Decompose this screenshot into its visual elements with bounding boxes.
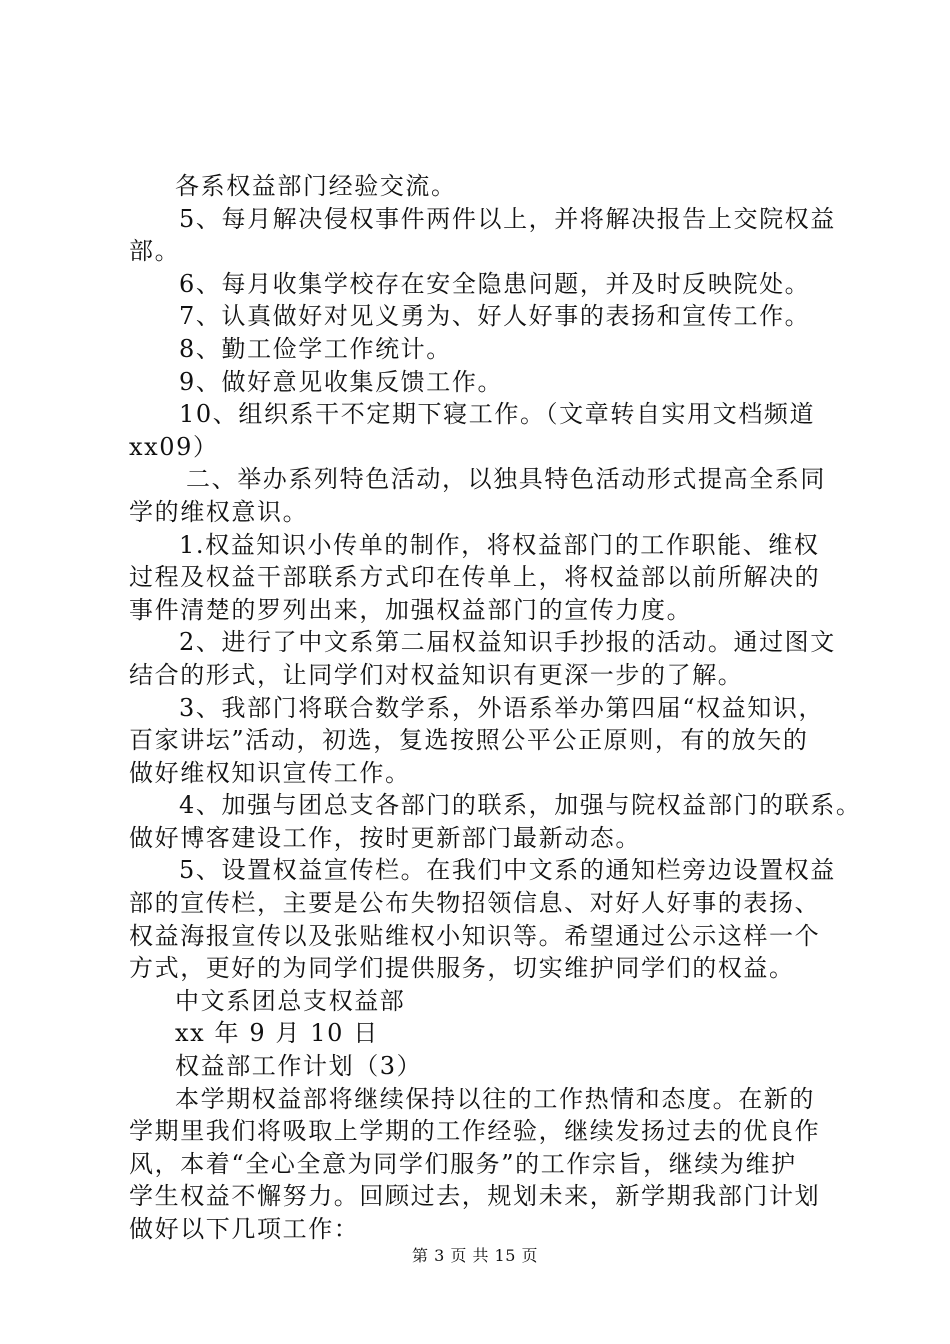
text-line: 权益海报宣传以及张贴维权小知识等。希望通过公示这样一个 <box>129 921 821 950</box>
text-line: 5、设置权益宣传栏。在我们中文系的通知栏旁边设置权益 <box>179 856 836 885</box>
text-line: 方式，更好的为同学们提供服务，切实维护同学们的权益。 <box>129 954 795 983</box>
text-line: 1.权益知识小传单的制作，将权益部门的工作职能、维权 <box>179 530 820 559</box>
text-line: 9、做好意见收集反馈工作。 <box>179 367 504 396</box>
text-line: 4、加强与团总支各部门的联系，加强与院权益部门的联系。 <box>179 791 862 820</box>
text-line: 10、组织系干不定期下寝工作。（文章转自实用文档频道 <box>179 400 816 429</box>
text-line: 学的维权意识。 <box>129 497 309 526</box>
document-body <box>129 170 862 1246</box>
text-line: 本学期权益部将继续保持以往的工作热情和态度。在新的 <box>175 1084 815 1113</box>
signature-date: xx 年 9 月 10 日 <box>175 1019 379 1048</box>
text-line: 学生权益不懈努力。回顾过去，规划未来，新学期我部门计划 <box>129 1182 821 1211</box>
page-number-footer: 第 3 页 共 15 页 <box>412 1246 538 1265</box>
signature-department: 中文系团总支权益部 <box>175 986 406 1015</box>
section-title: 权益部工作计划（3） <box>175 1052 423 1081</box>
text-line: 各系权益部门经验交流。 <box>175 172 457 200</box>
text-line: 事件清楚的罗列出来，加强权益部门的宣传力度。 <box>129 595 693 624</box>
text-line: 百家讲坛”活动，初选，复选按照公平公正原则，有的放矢的 <box>129 726 809 755</box>
text-line: 过程及权益干部联系方式印在传单上，将权益部以前所解决的 <box>129 563 821 592</box>
text-line: 8、勤工俭学工作统计。 <box>179 334 452 363</box>
text-line: 做好维权知识宣传工作。 <box>129 758 411 787</box>
text-line: 风，本着“全心全意为同学们服务”的工作宗旨，继续为维护 <box>129 1149 797 1178</box>
text-line: 5、每月解决侵权事件两件以上，并将解决报告上交院权益 <box>179 204 836 233</box>
text-line: 2、进行了中文系第二届权益知识手抄报的活动。通过图文 <box>179 628 836 657</box>
text-line: 部。 <box>129 237 181 266</box>
text-line: 3、我部门将联合数学系，外语系举办第四届“权益知识， <box>179 693 825 722</box>
text-line: 结合的形式，让同学们对权益知识有更深一步的了解。 <box>129 660 744 689</box>
text-line: xx09） <box>129 432 219 461</box>
text-line: 做好以下几项工作： <box>129 1215 360 1243</box>
text-line: 6、每月收集学校存在安全隐患问题，并及时反映院处。 <box>179 269 811 298</box>
text-line: 7、认真做好对见义勇为、好人好事的表扬和宣传工作。 <box>179 302 811 331</box>
text-line: 二、举办系列特色活动，以独具特色活动形式提高全系同 <box>186 465 826 494</box>
text-line: 部的宣传栏，主要是公布失物招领信息、对好人好事的表扬、 <box>129 889 821 918</box>
text-line: 做好博客建设工作，按时更新部门最新动态。 <box>129 823 641 852</box>
text-line: 学期里我们将吸取上学期的工作经验，继续发扬过去的优良作 <box>129 1117 821 1146</box>
